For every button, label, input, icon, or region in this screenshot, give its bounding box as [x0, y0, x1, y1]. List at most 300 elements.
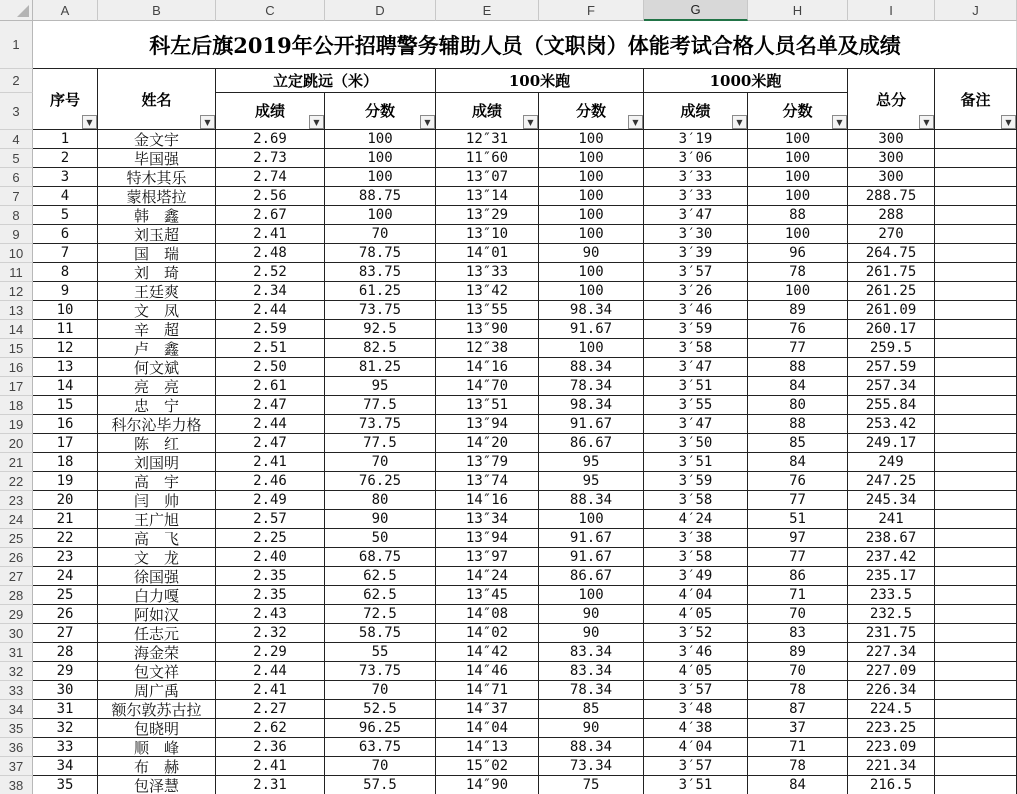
cell-r100[interactable]: 13″45 [436, 586, 539, 605]
cell-r100[interactable]: 13″79 [436, 453, 539, 472]
cell-r1000-pts[interactable]: 78 [748, 681, 848, 700]
cell-jump[interactable]: 2.69 [216, 130, 325, 149]
cell-r100[interactable]: 13″94 [436, 529, 539, 548]
cell-r100-pts[interactable]: 98.34 [539, 396, 644, 415]
cell-name[interactable]: 卢 鑫 [98, 339, 216, 358]
cell-total[interactable]: 216.5 [848, 776, 935, 794]
cell-name[interactable]: 海金荣 [98, 643, 216, 662]
cell-jump[interactable]: 2.29 [216, 643, 325, 662]
cell-jump-pts[interactable]: 52.5 [325, 700, 436, 719]
filter-dropdown-button[interactable] [732, 115, 747, 129]
cell-total[interactable]: 232.5 [848, 605, 935, 624]
cell-name[interactable]: 蒙根塔拉 [98, 187, 216, 206]
cell-jump-pts[interactable]: 96.25 [325, 719, 436, 738]
cell-jump[interactable]: 2.44 [216, 662, 325, 681]
cell-seq[interactable]: 19 [33, 472, 98, 491]
cell-remarks[interactable] [935, 168, 1017, 187]
header-seq[interactable]: 序号 [33, 69, 98, 130]
cell-r100[interactable]: 14″24 [436, 567, 539, 586]
cell-r1000-pts[interactable]: 100 [748, 130, 848, 149]
cell-jump[interactable]: 2.36 [216, 738, 325, 757]
cell-jump[interactable]: 2.73 [216, 149, 325, 168]
cell-r1000-pts[interactable]: 70 [748, 605, 848, 624]
cell-remarks[interactable] [935, 263, 1017, 282]
row-header-18[interactable]: 18 [0, 396, 33, 415]
cell-name[interactable]: 任志元 [98, 624, 216, 643]
cell-name[interactable]: 文 龙 [98, 548, 216, 567]
row-header-10[interactable]: 10 [0, 244, 33, 263]
cell-seq[interactable]: 18 [33, 453, 98, 472]
header-points[interactable]: 分数 [748, 93, 848, 130]
cell-r1000[interactable]: 3′30 [644, 225, 748, 244]
cell-name[interactable]: 包晓明 [98, 719, 216, 738]
cell-jump-pts[interactable]: 63.75 [325, 738, 436, 757]
cell-remarks[interactable] [935, 529, 1017, 548]
cell-r1000-pts[interactable]: 86 [748, 567, 848, 586]
cell-r1000[interactable]: 3′47 [644, 358, 748, 377]
cell-total[interactable]: 224.5 [848, 700, 935, 719]
cell-r100[interactable]: 12″38 [436, 339, 539, 358]
cell-r100-pts[interactable]: 78.34 [539, 681, 644, 700]
cell-r100-pts[interactable]: 83.34 [539, 643, 644, 662]
row-header-28[interactable]: 28 [0, 586, 33, 605]
cell-r1000-pts[interactable]: 100 [748, 187, 848, 206]
cell-jump[interactable]: 2.51 [216, 339, 325, 358]
cell-remarks[interactable] [935, 662, 1017, 681]
cell-remarks[interactable] [935, 206, 1017, 225]
cell-seq[interactable]: 14 [33, 377, 98, 396]
cell-r1000[interactable]: 4′24 [644, 510, 748, 529]
row-header-26[interactable]: 26 [0, 548, 33, 567]
cell-total[interactable]: 270 [848, 225, 935, 244]
cell-total[interactable]: 221.34 [848, 757, 935, 776]
cell-jump-pts[interactable]: 58.75 [325, 624, 436, 643]
cell-r100-pts[interactable]: 88.34 [539, 491, 644, 510]
cell-r100-pts[interactable]: 100 [539, 263, 644, 282]
cell-jump-pts[interactable]: 90 [325, 510, 436, 529]
filter-dropdown-button[interactable] [628, 115, 643, 129]
row-header-35[interactable]: 35 [0, 719, 33, 738]
cell-total[interactable]: 288.75 [848, 187, 935, 206]
column-header-e[interactable]: E [436, 0, 539, 21]
cell-seq[interactable]: 27 [33, 624, 98, 643]
cell-name[interactable]: 白力嘎 [98, 586, 216, 605]
row-header-4[interactable]: 4 [0, 130, 33, 149]
header-points[interactable]: 分数 [539, 93, 644, 130]
cell-jump[interactable]: 2.61 [216, 377, 325, 396]
cell-remarks[interactable] [935, 339, 1017, 358]
select-all-corner[interactable] [0, 0, 33, 21]
cell-jump-pts[interactable]: 83.75 [325, 263, 436, 282]
cell-jump[interactable]: 2.46 [216, 472, 325, 491]
cell-r1000[interactable]: 3′55 [644, 396, 748, 415]
cell-remarks[interactable] [935, 548, 1017, 567]
filter-dropdown-button[interactable] [523, 115, 538, 129]
cell-r1000-pts[interactable]: 89 [748, 301, 848, 320]
cell-name[interactable]: 高 宇 [98, 472, 216, 491]
cell-r100-pts[interactable]: 86.67 [539, 434, 644, 453]
cell-r100-pts[interactable]: 98.34 [539, 301, 644, 320]
cell-remarks[interactable] [935, 510, 1017, 529]
cell-r100-pts[interactable]: 91.67 [539, 529, 644, 548]
cell-remarks[interactable] [935, 225, 1017, 244]
cell-name[interactable]: 特木其乐 [98, 168, 216, 187]
cell-r100[interactable]: 13″94 [436, 415, 539, 434]
cell-total[interactable]: 257.59 [848, 358, 935, 377]
column-header-c[interactable]: C [216, 0, 325, 21]
cell-r1000-pts[interactable]: 88 [748, 358, 848, 377]
cell-jump[interactable]: 2.74 [216, 168, 325, 187]
cell-r1000[interactable]: 4′04 [644, 586, 748, 605]
header-total[interactable]: 总分 [848, 69, 935, 130]
cell-jump[interactable]: 2.52 [216, 263, 325, 282]
cell-r100[interactable]: 14″90 [436, 776, 539, 794]
cell-total[interactable]: 249.17 [848, 434, 935, 453]
cell-r1000-pts[interactable]: 100 [748, 168, 848, 187]
cell-r100[interactable]: 13″34 [436, 510, 539, 529]
cell-r1000-pts[interactable]: 96 [748, 244, 848, 263]
cell-jump[interactable]: 2.44 [216, 301, 325, 320]
header-score[interactable]: 成绩 [436, 93, 539, 130]
row-header-3[interactable]: 3 [0, 93, 33, 130]
cell-jump-pts[interactable]: 100 [325, 206, 436, 225]
row-header-30[interactable]: 30 [0, 624, 33, 643]
filter-dropdown-button[interactable] [200, 115, 215, 129]
cell-remarks[interactable] [935, 377, 1017, 396]
cell-jump-pts[interactable]: 70 [325, 453, 436, 472]
cell-total[interactable]: 227.09 [848, 662, 935, 681]
cell-jump[interactable]: 2.62 [216, 719, 325, 738]
cell-r1000-pts[interactable]: 37 [748, 719, 848, 738]
cell-jump-pts[interactable]: 95 [325, 377, 436, 396]
row-header-14[interactable]: 14 [0, 320, 33, 339]
cell-r1000[interactable]: 3′51 [644, 377, 748, 396]
cell-jump[interactable]: 2.47 [216, 434, 325, 453]
cell-total[interactable]: 231.75 [848, 624, 935, 643]
cell-r100[interactable]: 13″33 [436, 263, 539, 282]
cell-name[interactable]: 闫 帅 [98, 491, 216, 510]
row-header-15[interactable]: 15 [0, 339, 33, 358]
filter-dropdown-button[interactable] [832, 115, 847, 129]
row-header-19[interactable]: 19 [0, 415, 33, 434]
cell-r1000[interactable]: 3′26 [644, 282, 748, 301]
column-header-j[interactable]: J [935, 0, 1017, 21]
cell-jump-pts[interactable]: 77.5 [325, 396, 436, 415]
cell-jump[interactable]: 2.32 [216, 624, 325, 643]
cell-name[interactable]: 刘国明 [98, 453, 216, 472]
cell-jump-pts[interactable]: 80 [325, 491, 436, 510]
cell-name[interactable]: 何文斌 [98, 358, 216, 377]
cell-r1000[interactable]: 3′48 [644, 700, 748, 719]
cell-jump[interactable]: 2.41 [216, 453, 325, 472]
cell-remarks[interactable] [935, 700, 1017, 719]
cell-seq[interactable]: 13 [33, 358, 98, 377]
row-header-27[interactable]: 27 [0, 567, 33, 586]
cell-r100-pts[interactable]: 73.34 [539, 757, 644, 776]
cell-remarks[interactable] [935, 453, 1017, 472]
row-header-7[interactable]: 7 [0, 187, 33, 206]
cell-jump-pts[interactable]: 77.5 [325, 434, 436, 453]
cell-total[interactable]: 237.42 [848, 548, 935, 567]
cell-r100[interactable]: 14″16 [436, 491, 539, 510]
cell-seq[interactable]: 17 [33, 434, 98, 453]
cell-r100-pts[interactable]: 100 [539, 510, 644, 529]
cell-r100-pts[interactable]: 88.34 [539, 358, 644, 377]
cell-r1000[interactable]: 3′19 [644, 130, 748, 149]
cell-jump[interactable]: 2.40 [216, 548, 325, 567]
cell-jump-pts[interactable]: 72.5 [325, 605, 436, 624]
cell-r100[interactable]: 13″07 [436, 168, 539, 187]
cell-r1000-pts[interactable]: 100 [748, 225, 848, 244]
cell-jump[interactable]: 2.56 [216, 187, 325, 206]
cell-jump[interactable]: 2.41 [216, 225, 325, 244]
cell-r100-pts[interactable]: 100 [539, 282, 644, 301]
cell-total[interactable]: 245.34 [848, 491, 935, 510]
cell-r1000-pts[interactable]: 77 [748, 491, 848, 510]
cell-remarks[interactable] [935, 187, 1017, 206]
cell-name[interactable]: 忠 宁 [98, 396, 216, 415]
cell-r1000[interactable]: 3′57 [644, 263, 748, 282]
cell-r1000[interactable]: 3′46 [644, 301, 748, 320]
filter-dropdown-button[interactable] [1001, 115, 1016, 129]
cell-seq[interactable]: 20 [33, 491, 98, 510]
row-header-32[interactable]: 32 [0, 662, 33, 681]
cell-seq[interactable]: 30 [33, 681, 98, 700]
cell-seq[interactable]: 9 [33, 282, 98, 301]
cell-name[interactable]: 文 凤 [98, 301, 216, 320]
row-header-11[interactable]: 11 [0, 263, 33, 282]
cell-seq[interactable]: 2 [33, 149, 98, 168]
cell-remarks[interactable] [935, 757, 1017, 776]
cell-jump[interactable]: 2.25 [216, 529, 325, 548]
cell-r1000-pts[interactable]: 51 [748, 510, 848, 529]
filter-dropdown-button[interactable] [919, 115, 934, 129]
cell-jump-pts[interactable]: 70 [325, 681, 436, 700]
cell-r100[interactable]: 14″01 [436, 244, 539, 263]
cell-jump[interactable]: 2.57 [216, 510, 325, 529]
cell-r1000-pts[interactable]: 80 [748, 396, 848, 415]
cell-name[interactable]: 布 赫 [98, 757, 216, 776]
cell-r100[interactable]: 14″37 [436, 700, 539, 719]
cell-r1000-pts[interactable]: 100 [748, 282, 848, 301]
cell-seq[interactable]: 12 [33, 339, 98, 358]
cell-r100[interactable]: 11″60 [436, 149, 539, 168]
cell-seq[interactable]: 26 [33, 605, 98, 624]
column-header-f[interactable]: F [539, 0, 644, 21]
cell-total[interactable]: 226.34 [848, 681, 935, 700]
cell-r100-pts[interactable]: 100 [539, 206, 644, 225]
cell-r1000[interactable]: 3′59 [644, 320, 748, 339]
cell-name[interactable]: 韩 鑫 [98, 206, 216, 225]
cell-r100-pts[interactable]: 75 [539, 776, 644, 794]
row-header-36[interactable]: 36 [0, 738, 33, 757]
cell-r100[interactable]: 13″10 [436, 225, 539, 244]
cell-r1000-pts[interactable]: 83 [748, 624, 848, 643]
cell-name[interactable]: 周广禹 [98, 681, 216, 700]
cell-r100-pts[interactable]: 86.67 [539, 567, 644, 586]
cell-jump-pts[interactable]: 73.75 [325, 662, 436, 681]
cell-name[interactable]: 刘玉超 [98, 225, 216, 244]
cell-r1000-pts[interactable]: 71 [748, 586, 848, 605]
cell-r100[interactable]: 14″70 [436, 377, 539, 396]
cell-remarks[interactable] [935, 149, 1017, 168]
cell-total[interactable]: 235.17 [848, 567, 935, 586]
cell-remarks[interactable] [935, 415, 1017, 434]
row-header-31[interactable]: 31 [0, 643, 33, 662]
column-header-a[interactable]: A [33, 0, 98, 21]
cell-total[interactable]: 288 [848, 206, 935, 225]
cell-jump[interactable]: 2.35 [216, 586, 325, 605]
cell-seq[interactable]: 15 [33, 396, 98, 415]
cell-remarks[interactable] [935, 472, 1017, 491]
cell-r1000-pts[interactable]: 84 [748, 776, 848, 794]
cell-total[interactable]: 264.75 [848, 244, 935, 263]
column-header-g[interactable]: G [644, 0, 748, 21]
cell-jump[interactable]: 2.43 [216, 605, 325, 624]
cell-total[interactable]: 255.84 [848, 396, 935, 415]
cell-r100-pts[interactable]: 85 [539, 700, 644, 719]
cell-r100[interactable]: 14″02 [436, 624, 539, 643]
cell-jump-pts[interactable]: 73.75 [325, 415, 436, 434]
row-header-5[interactable]: 5 [0, 149, 33, 168]
cell-total[interactable]: 261.25 [848, 282, 935, 301]
row-header-34[interactable]: 34 [0, 700, 33, 719]
cell-r100[interactable]: 13″97 [436, 548, 539, 567]
cell-total[interactable]: 241 [848, 510, 935, 529]
header-run-1000m[interactable]: 1000米跑 [644, 69, 848, 93]
cell-r100[interactable]: 14″16 [436, 358, 539, 377]
cell-jump[interactable]: 2.31 [216, 776, 325, 794]
cell-r1000-pts[interactable]: 70 [748, 662, 848, 681]
cell-seq[interactable]: 31 [33, 700, 98, 719]
cell-jump-pts[interactable]: 57.5 [325, 776, 436, 794]
cell-remarks[interactable] [935, 491, 1017, 510]
cell-remarks[interactable] [935, 643, 1017, 662]
cell-r100-pts[interactable]: 88.34 [539, 738, 644, 757]
cell-total[interactable]: 260.17 [848, 320, 935, 339]
cell-jump[interactable]: 2.47 [216, 396, 325, 415]
cell-name[interactable]: 包文祥 [98, 662, 216, 681]
cell-remarks[interactable] [935, 396, 1017, 415]
cell-r1000-pts[interactable]: 78 [748, 263, 848, 282]
cell-jump-pts[interactable]: 100 [325, 149, 436, 168]
cell-r1000[interactable]: 4′38 [644, 719, 748, 738]
cell-r100[interactable]: 13″74 [436, 472, 539, 491]
cell-remarks[interactable] [935, 244, 1017, 263]
row-header-9[interactable]: 9 [0, 225, 33, 244]
cell-r1000-pts[interactable]: 76 [748, 320, 848, 339]
cell-remarks[interactable] [935, 776, 1017, 794]
cell-r1000[interactable]: 3′47 [644, 206, 748, 225]
cell-r100[interactable]: 14″08 [436, 605, 539, 624]
cell-total[interactable]: 300 [848, 149, 935, 168]
cell-r100-pts[interactable]: 100 [539, 130, 644, 149]
row-header-12[interactable]: 12 [0, 282, 33, 301]
cell-name[interactable]: 金文宇 [98, 130, 216, 149]
cell-seq[interactable]: 21 [33, 510, 98, 529]
cell-r1000[interactable]: 4′05 [644, 605, 748, 624]
cell-seq[interactable]: 16 [33, 415, 98, 434]
cell-total[interactable]: 259.5 [848, 339, 935, 358]
header-long-jump[interactable]: 立定跳远（米） [216, 69, 436, 93]
cell-r100[interactable]: 13″90 [436, 320, 539, 339]
cell-total[interactable]: 238.67 [848, 529, 935, 548]
cell-remarks[interactable] [935, 434, 1017, 453]
cell-total[interactable]: 300 [848, 168, 935, 187]
cell-r1000-pts[interactable]: 77 [748, 548, 848, 567]
cell-seq[interactable]: 3 [33, 168, 98, 187]
header-run-100m[interactable]: 100米跑 [436, 69, 644, 93]
cell-r100-pts[interactable]: 83.34 [539, 662, 644, 681]
cell-r1000[interactable]: 3′59 [644, 472, 748, 491]
cell-name[interactable]: 徐国强 [98, 567, 216, 586]
cell-name[interactable]: 高 飞 [98, 529, 216, 548]
row-header-8[interactable]: 8 [0, 206, 33, 225]
cell-r1000[interactable]: 4′05 [644, 662, 748, 681]
header-remarks[interactable]: 备注 [935, 69, 1017, 130]
cell-r100-pts[interactable]: 100 [539, 339, 644, 358]
cell-r1000[interactable]: 3′33 [644, 168, 748, 187]
cell-r100[interactable]: 14″20 [436, 434, 539, 453]
header-points[interactable]: 分数 [325, 93, 436, 130]
filter-dropdown-button[interactable] [420, 115, 435, 129]
cell-r1000-pts[interactable]: 100 [748, 149, 848, 168]
cell-r1000-pts[interactable]: 84 [748, 377, 848, 396]
row-header-1[interactable]: 1 [0, 21, 33, 69]
cell-r100-pts[interactable]: 90 [539, 605, 644, 624]
cell-jump[interactable]: 2.44 [216, 415, 325, 434]
cell-jump[interactable]: 2.67 [216, 206, 325, 225]
cell-name[interactable]: 国 瑞 [98, 244, 216, 263]
cell-total[interactable]: 257.34 [848, 377, 935, 396]
cell-r100[interactable]: 15″02 [436, 757, 539, 776]
cell-r1000[interactable]: 3′47 [644, 415, 748, 434]
cell-r1000-pts[interactable]: 84 [748, 453, 848, 472]
row-header-37[interactable]: 37 [0, 757, 33, 776]
cell-name[interactable]: 额尔敦苏古拉 [98, 700, 216, 719]
cell-r1000[interactable]: 3′51 [644, 453, 748, 472]
cell-r100[interactable]: 13″29 [436, 206, 539, 225]
cell-r1000[interactable]: 3′51 [644, 776, 748, 794]
cell-r100[interactable]: 14″04 [436, 719, 539, 738]
cell-seq[interactable]: 11 [33, 320, 98, 339]
cell-remarks[interactable] [935, 586, 1017, 605]
cell-jump-pts[interactable]: 92.5 [325, 320, 436, 339]
cell-r1000[interactable]: 3′57 [644, 757, 748, 776]
cell-total[interactable]: 253.42 [848, 415, 935, 434]
cell-total[interactable]: 223.25 [848, 719, 935, 738]
row-header-16[interactable]: 16 [0, 358, 33, 377]
row-header-2[interactable]: 2 [0, 69, 33, 93]
row-header-20[interactable]: 20 [0, 434, 33, 453]
cell-jump[interactable]: 2.48 [216, 244, 325, 263]
column-header-b[interactable]: B [98, 0, 216, 21]
cell-name[interactable]: 辛 超 [98, 320, 216, 339]
cell-r1000[interactable]: 3′52 [644, 624, 748, 643]
row-header-38[interactable]: 38 [0, 776, 33, 794]
cell-jump-pts[interactable]: 100 [325, 168, 436, 187]
sheet-title[interactable]: 科左后旗2019年公开招聘警务辅助人员（文职岗）体能考试合格人员名单及成绩 [33, 21, 1017, 69]
cell-r100-pts[interactable]: 78.34 [539, 377, 644, 396]
cell-remarks[interactable] [935, 624, 1017, 643]
cell-seq[interactable]: 8 [33, 263, 98, 282]
cell-seq[interactable]: 23 [33, 548, 98, 567]
header-score[interactable]: 成绩 [644, 93, 748, 130]
cell-jump-pts[interactable]: 76.25 [325, 472, 436, 491]
cell-seq[interactable]: 33 [33, 738, 98, 757]
row-header-23[interactable]: 23 [0, 491, 33, 510]
cell-jump[interactable]: 2.41 [216, 757, 325, 776]
